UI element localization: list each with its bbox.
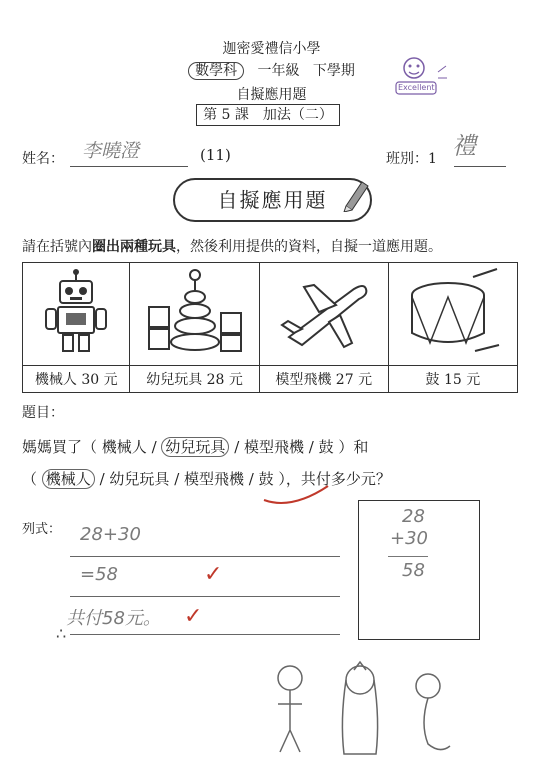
work-line-3: 共付58元。 xyxy=(66,608,161,629)
q2-prefix: （ xyxy=(22,470,38,488)
work-line-2: =58 xyxy=(80,564,118,585)
answer-line xyxy=(70,556,340,557)
topic-label: 題目： xyxy=(22,405,64,421)
excellent-stamp xyxy=(392,52,448,102)
instruction-before: 請在括號內 xyxy=(22,239,92,255)
stacking-toy-icon xyxy=(145,267,245,357)
name-label: 姓名： xyxy=(22,151,64,167)
formula-label: 列式： xyxy=(22,522,62,537)
answer-line xyxy=(70,634,340,635)
instruction-bold: 圈出兩種玩具 xyxy=(92,239,176,255)
toy-label: 鼓 15 元 xyxy=(388,366,517,393)
doodle-drawing xyxy=(270,660,470,764)
question-line-1: 媽媽買了（ 機械人 / 幼兒玩具 / 模型飛機 / 鼓 ）和 xyxy=(22,438,369,456)
red-check-mark xyxy=(262,484,332,512)
q2-option: 模型飛機 xyxy=(184,470,245,488)
q1-prefix: 媽媽買了（ xyxy=(22,438,98,456)
work-line-1: 28+30 xyxy=(80,524,141,545)
grade-label: 一年級 xyxy=(257,63,300,79)
toy-label: 幼兒玩具 28 元 xyxy=(130,366,259,393)
toys-table xyxy=(22,262,518,393)
subject-row xyxy=(0,60,543,80)
q1-option: 模型飛機 xyxy=(244,438,305,456)
robot-icon xyxy=(36,267,116,357)
toy-cell xyxy=(23,263,130,366)
banner-title: 自擬應用題 xyxy=(173,178,372,222)
child-doodle-icon xyxy=(270,660,470,760)
q1-option: 鼓 xyxy=(318,438,334,456)
student-number: (11) xyxy=(200,146,231,164)
subject-label: 數學科 xyxy=(188,62,244,80)
q1-option: 機械人 xyxy=(101,438,147,456)
class-label: 班別：1 xyxy=(386,151,437,167)
toy-cell xyxy=(259,263,388,366)
pencil-icon xyxy=(340,176,370,216)
vertical-line xyxy=(388,556,428,557)
toy-label: 機械人 30 元 xyxy=(23,366,130,393)
q1-option-circled: 幼兒玩具 xyxy=(161,437,229,457)
stamp-icon xyxy=(392,52,448,102)
vertical-top: 28 xyxy=(402,506,425,527)
instruction xyxy=(22,236,442,256)
vertical-result: 58 xyxy=(402,560,425,581)
instruction-after: ，然後利用提供的資料，自擬一道應用題。 xyxy=(176,239,442,255)
q2-option-circled: 機械人 xyxy=(42,469,95,489)
q2-option: 幼兒玩具 xyxy=(109,470,170,488)
class-line xyxy=(454,166,506,167)
name-value: 李曉澄 xyxy=(82,140,140,162)
therefore-symbol: ∴ xyxy=(56,624,67,643)
toy-label: 模型飛機 27 元 xyxy=(259,366,388,393)
check-mark-icon: ✓ xyxy=(184,604,203,629)
name-line xyxy=(70,166,188,167)
class-value: 禮 xyxy=(452,132,476,160)
answer-line xyxy=(70,596,340,597)
term-label: 下學期 xyxy=(312,63,355,79)
question-line-2: （ 機械人 / 幼兒玩具 / 模型飛機 / 鼓 ），共付多少元？ xyxy=(22,470,391,488)
airplane-icon xyxy=(274,267,374,357)
worksheet-title: 自擬應用題 xyxy=(236,87,307,103)
stamp-text: Excellent xyxy=(398,83,435,92)
q1-suffix: ）和 xyxy=(338,438,369,456)
q2-suffix: ），共付多少元？ xyxy=(278,470,391,488)
q2-option: 鼓 xyxy=(258,470,274,488)
lesson-box: 第 5 課 加法（二） xyxy=(196,104,340,126)
school-name: 迦密愛禮信小學 xyxy=(222,41,321,57)
drum-icon xyxy=(403,267,503,357)
toy-cell xyxy=(130,263,259,366)
toy-cell xyxy=(388,263,517,366)
check-mark-icon: ✓ xyxy=(204,562,223,587)
vertical-add: +30 xyxy=(390,528,428,549)
